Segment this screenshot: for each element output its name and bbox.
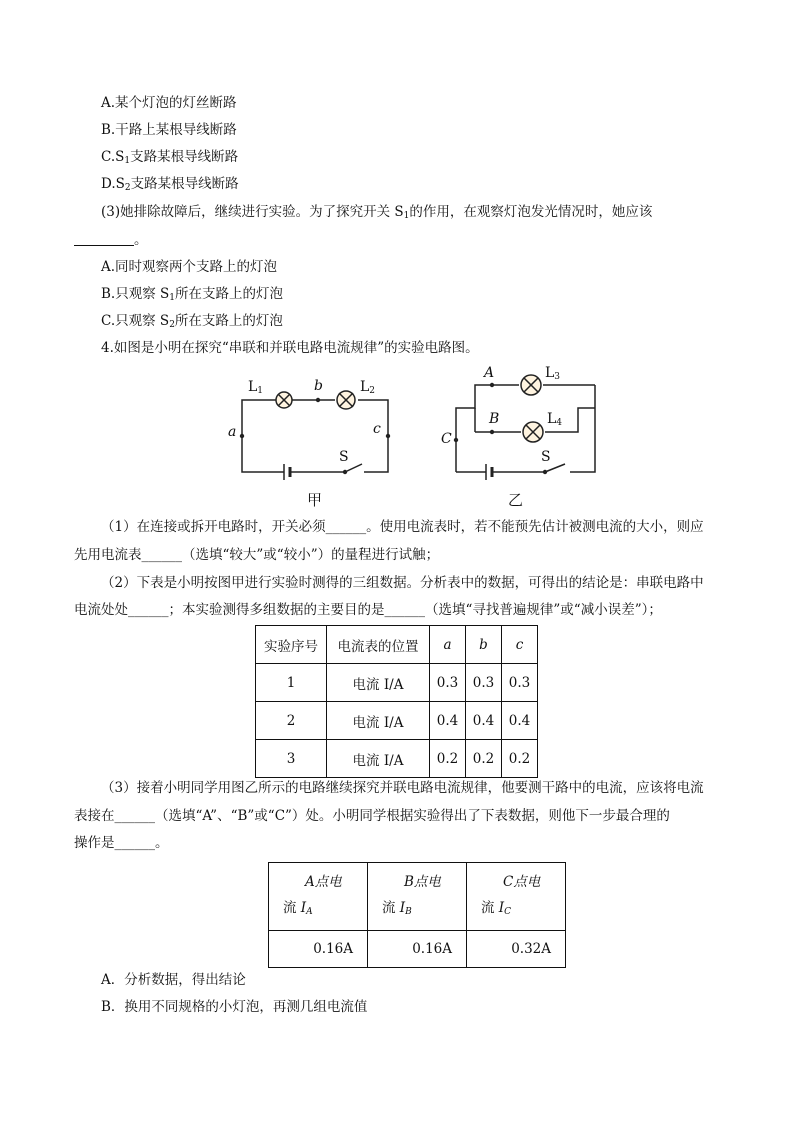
table-cell: 2	[256, 702, 327, 740]
table-cell: 0.2	[466, 740, 502, 778]
q4-option-a: A．分析数据，得出结论	[101, 972, 246, 988]
table-cell: 电流 I/A	[327, 702, 430, 740]
label-point-b: B	[489, 411, 500, 427]
table-cell: 1	[256, 664, 327, 702]
q4-option-b: B．换用不同规格的小灯泡，再测几组电流值	[101, 999, 368, 1015]
table-row	[256, 740, 538, 778]
table-row	[256, 664, 538, 702]
table-header-cell: 实验序号	[256, 626, 327, 664]
q4-part1-line1: （1）在连接或拆开电路时，开关必须______。使用电流表时，若不能预先估计被测电流的大小，则应	[101, 519, 704, 535]
label-a: a	[228, 424, 237, 440]
table-cell: 0.3	[466, 664, 502, 702]
part3-option-c: C.只观察 $S_2$所在支路上的灯泡	[101, 313, 283, 330]
label-point-a: A	[484, 365, 495, 381]
q4-intro: 4.如图是小明在探究“串联和并联电路电流规律”的实验电路图。	[101, 340, 479, 356]
label-l1: $L_1$	[248, 379, 264, 396]
caption-jia: 甲	[307, 491, 323, 509]
caption-yi: 乙	[508, 491, 524, 509]
option-b: B.干路上某根导线断路	[101, 122, 237, 138]
q4-part1-line2: 先用电流表______（选填“较大”或“较小”）的量程进行试触；	[74, 547, 440, 563]
table-header-cell: b	[466, 626, 502, 664]
q4-part3-line1: （3）接着小明同学用图乙所示的电路继续探究并联电路电流规律，他要测干路中的电流，应该将电流	[101, 780, 704, 796]
table-cell: 0.4	[430, 702, 466, 740]
part3-option-b: B.只观察 $S_1$所在支路上的灯泡	[101, 286, 283, 303]
table-header-row	[269, 863, 566, 931]
switch-blade-right	[545, 464, 565, 472]
data-table-series	[255, 625, 538, 778]
table-row	[256, 702, 538, 740]
label-l4: $L_4$	[547, 411, 563, 428]
table-header-row	[256, 626, 538, 664]
option-c: $C.S_1$支路某根导线断路	[101, 149, 239, 166]
q4-part3-line2: 表接在______（选填“A”、“B”或“C”）处。小明同学根据实验得出了下表数据，则他下一步最合理的	[74, 808, 670, 824]
label-b: b	[314, 378, 323, 394]
q4-part2-line1: （2）下表是小明按图甲进行实验时测得的三组数据。分析表中的数据，可得出的结论是：串联电路中	[101, 575, 704, 591]
table-cell: 0.2	[502, 740, 538, 778]
table-cell: 0.16A	[269, 931, 368, 968]
table-header-cell: 电流表的位置	[327, 626, 430, 664]
table-cell: 0.3	[502, 664, 538, 702]
label-switch-left: S	[339, 449, 349, 465]
label-point-c: C	[441, 431, 452, 447]
label-l3: $L_3$	[545, 365, 561, 382]
table-header-cell: a	[430, 626, 466, 664]
table-cell: 0.32A	[467, 931, 566, 968]
q4-part3-line3: 操作是______。	[74, 835, 169, 851]
table-cell: 0.4	[466, 702, 502, 740]
table-row	[269, 931, 566, 968]
table-cell: 电流 I/A	[327, 740, 430, 778]
data-table-parallel	[268, 862, 566, 968]
table-cell: 0.16A	[368, 931, 467, 968]
table-header-cell: A点电 流 $I_A$	[269, 863, 368, 931]
table-cell: 0.3	[430, 664, 466, 702]
circuit-left-wire	[242, 400, 284, 472]
table-header-cell: C点电 流 $I_C$	[467, 863, 566, 931]
switch-blade-left	[345, 464, 362, 472]
part3-question: (3)她排除故障后，继续进行实验。为了探究开关 $S_1$的作用，在观察灯泡发光情况时，她应该	[101, 204, 653, 221]
label-switch-right: S	[541, 449, 551, 465]
label-l2: $L_2$	[360, 379, 376, 396]
table-cell: 电流 I/A	[327, 664, 430, 702]
table-header-cell: B点电 流 $I_B$	[368, 863, 467, 931]
table-cell: 0.4	[502, 702, 538, 740]
table-cell: 3	[256, 740, 327, 778]
circuit-right-wire	[456, 385, 519, 472]
q4-part2-line2: 电流处处______；本实验测得多组数据的主要目的是______（选填“寻找普遍规律”或“减小误差”）；	[74, 602, 662, 618]
table-header-cell: c	[502, 626, 538, 664]
option-d: $D.S_2$支路某根导线断路	[101, 176, 239, 193]
part3-blank-line: 。	[74, 230, 148, 250]
part3-option-a: A.同时观察两个支路上的灯泡	[101, 259, 278, 275]
label-c: c	[373, 421, 381, 437]
table-cell: 0.2	[430, 740, 466, 778]
option-a: A.某个灯泡的灯丝断路	[101, 95, 237, 111]
